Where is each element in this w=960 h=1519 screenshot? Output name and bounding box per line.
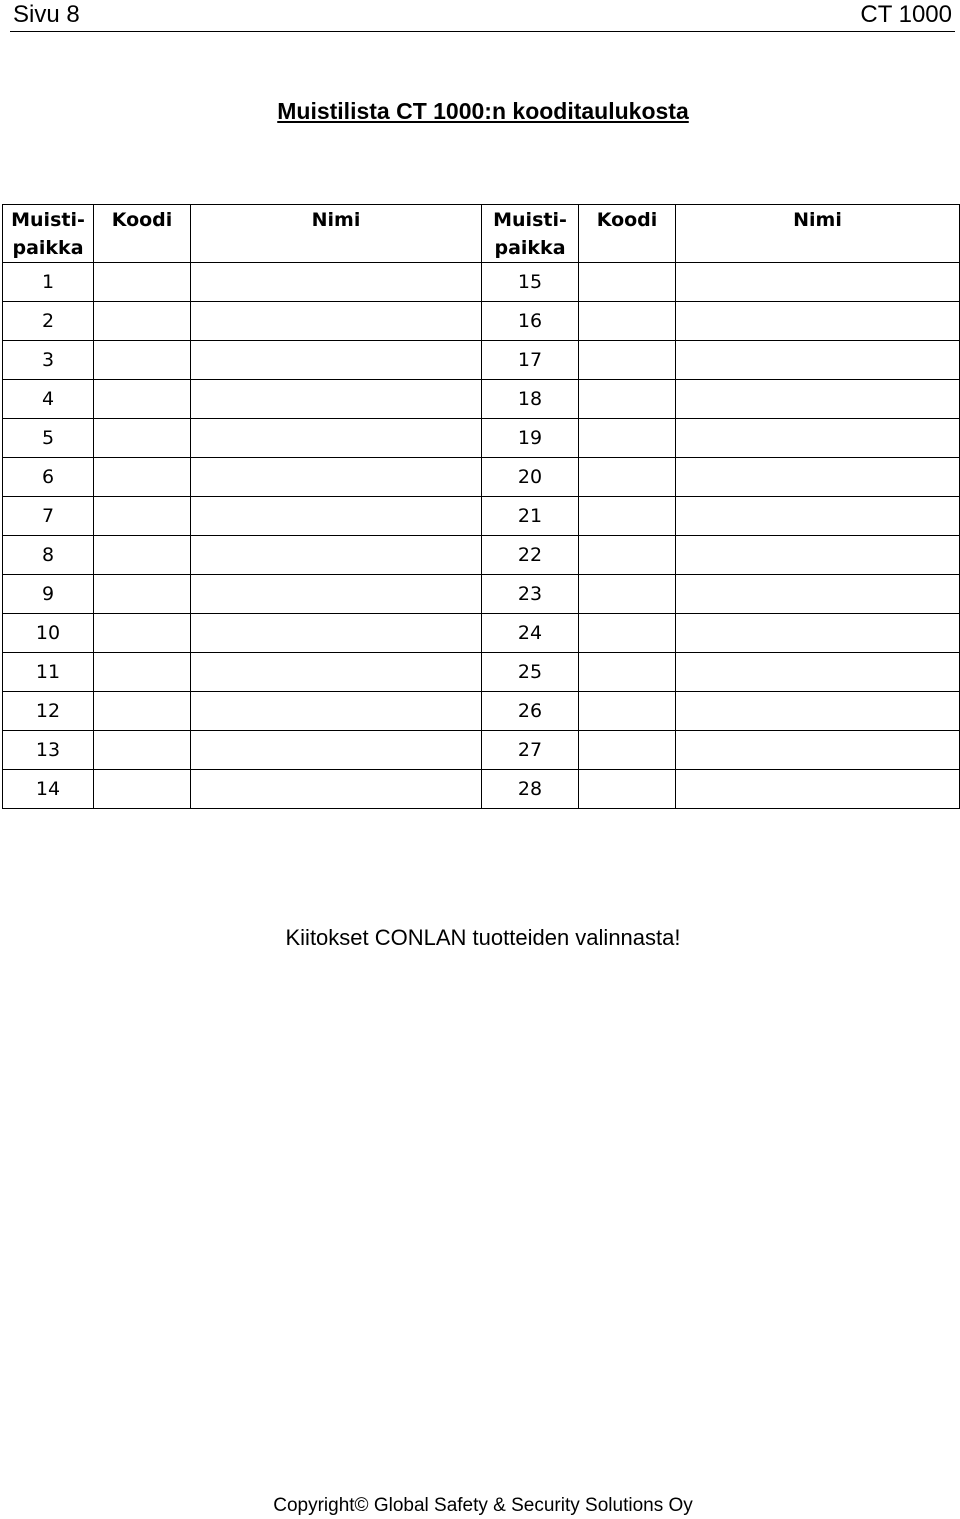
code-cell[interactable] bbox=[94, 263, 191, 302]
name-cell[interactable] bbox=[191, 380, 482, 419]
code-cell[interactable] bbox=[94, 731, 191, 770]
name-cell[interactable] bbox=[676, 770, 960, 809]
name-cell[interactable] bbox=[676, 575, 960, 614]
name-cell[interactable] bbox=[191, 302, 482, 341]
name-cell[interactable] bbox=[191, 536, 482, 575]
slot-number-cell: 22 bbox=[482, 536, 579, 575]
code-cell[interactable] bbox=[94, 653, 191, 692]
name-cell[interactable] bbox=[676, 302, 960, 341]
table-body bbox=[3, 263, 960, 809]
slot-number-cell: 12 bbox=[3, 692, 94, 731]
table-row bbox=[3, 497, 960, 536]
code-cell[interactable] bbox=[579, 302, 676, 341]
slot-number-cell: 23 bbox=[482, 575, 579, 614]
code-cell[interactable] bbox=[94, 692, 191, 731]
table-row bbox=[3, 458, 960, 497]
name-cell[interactable] bbox=[676, 419, 960, 458]
name-cell[interactable] bbox=[676, 692, 960, 731]
code-cell[interactable] bbox=[94, 770, 191, 809]
code-cell[interactable] bbox=[579, 575, 676, 614]
slot-number-cell: 2 bbox=[3, 302, 94, 341]
column-header-name-2: Nimi bbox=[676, 205, 960, 263]
slot-number-cell: 16 bbox=[482, 302, 579, 341]
code-cell[interactable] bbox=[94, 614, 191, 653]
table-row bbox=[3, 380, 960, 419]
slot-number-cell: 4 bbox=[3, 380, 94, 419]
slot-number-cell: 8 bbox=[3, 536, 94, 575]
name-cell[interactable] bbox=[191, 497, 482, 536]
table-row bbox=[3, 302, 960, 341]
code-cell[interactable] bbox=[94, 419, 191, 458]
page-header bbox=[10, 0, 955, 32]
code-cell[interactable] bbox=[94, 575, 191, 614]
slot-number-cell: 26 bbox=[482, 692, 579, 731]
table-row bbox=[3, 341, 960, 380]
table-row bbox=[3, 419, 960, 458]
code-cell[interactable] bbox=[579, 692, 676, 731]
code-cell[interactable] bbox=[94, 341, 191, 380]
slot-number-cell: 10 bbox=[3, 614, 94, 653]
code-cell[interactable] bbox=[579, 380, 676, 419]
column-header-slot-2: Muisti- paikka bbox=[482, 205, 579, 263]
table-row bbox=[3, 770, 960, 809]
slot-number-cell: 24 bbox=[482, 614, 579, 653]
copyright-footer: Copyright© Global Safety & Security Solutions Oy bbox=[273, 1495, 693, 1516]
slot-number-cell: 28 bbox=[482, 770, 579, 809]
table-row bbox=[3, 653, 960, 692]
name-cell[interactable] bbox=[676, 653, 960, 692]
slot-number-cell: 7 bbox=[3, 497, 94, 536]
name-cell[interactable] bbox=[191, 653, 482, 692]
code-cell[interactable] bbox=[94, 302, 191, 341]
slot-number-cell: 11 bbox=[3, 653, 94, 692]
table-row bbox=[3, 536, 960, 575]
name-cell[interactable] bbox=[676, 380, 960, 419]
slot-number-cell: 5 bbox=[3, 419, 94, 458]
slot-number-cell: 15 bbox=[482, 263, 579, 302]
name-cell[interactable] bbox=[676, 263, 960, 302]
code-cell[interactable] bbox=[94, 497, 191, 536]
table-row bbox=[3, 731, 960, 770]
code-cell[interactable] bbox=[579, 614, 676, 653]
product-name: CT 1000 bbox=[860, 1, 952, 28]
column-header-slot-1: Muisti- paikka bbox=[3, 205, 94, 263]
slot-number-cell: 3 bbox=[3, 341, 94, 380]
code-cell[interactable] bbox=[579, 341, 676, 380]
code-cell[interactable] bbox=[579, 497, 676, 536]
column-header-name-1: Nimi bbox=[191, 205, 482, 263]
slot-number-cell: 6 bbox=[3, 458, 94, 497]
name-cell[interactable] bbox=[676, 341, 960, 380]
slot-number-cell: 1 bbox=[3, 263, 94, 302]
code-cell[interactable] bbox=[579, 536, 676, 575]
slot-number-cell: 20 bbox=[482, 458, 579, 497]
code-cell[interactable] bbox=[579, 653, 676, 692]
name-cell[interactable] bbox=[191, 614, 482, 653]
name-cell[interactable] bbox=[191, 731, 482, 770]
name-cell[interactable] bbox=[676, 731, 960, 770]
slot-number-cell: 17 bbox=[482, 341, 579, 380]
name-cell[interactable] bbox=[191, 770, 482, 809]
table-row bbox=[3, 575, 960, 614]
code-cell[interactable] bbox=[579, 731, 676, 770]
name-cell[interactable] bbox=[676, 536, 960, 575]
code-table bbox=[2, 204, 960, 809]
name-cell[interactable] bbox=[191, 575, 482, 614]
table-row bbox=[3, 692, 960, 731]
code-cell[interactable] bbox=[94, 458, 191, 497]
code-cell[interactable] bbox=[579, 770, 676, 809]
slot-number-cell: 27 bbox=[482, 731, 579, 770]
code-cell[interactable] bbox=[579, 419, 676, 458]
slot-number-cell: 9 bbox=[3, 575, 94, 614]
name-cell[interactable] bbox=[191, 419, 482, 458]
slot-number-cell: 19 bbox=[482, 419, 579, 458]
slot-number-cell: 14 bbox=[3, 770, 94, 809]
code-cell[interactable] bbox=[94, 380, 191, 419]
name-cell[interactable] bbox=[191, 458, 482, 497]
page-number: Sivu 8 bbox=[13, 1, 80, 28]
code-cell[interactable] bbox=[94, 536, 191, 575]
table-header-row bbox=[3, 205, 960, 263]
name-cell[interactable] bbox=[676, 497, 960, 536]
name-cell[interactable] bbox=[676, 614, 960, 653]
column-header-code-2: Koodi bbox=[579, 205, 676, 263]
table-row bbox=[3, 263, 960, 302]
document-title: Muistilista CT 1000:n kooditaulukosta bbox=[277, 98, 689, 124]
thanks-message: Kiitokset CONLAN tuotteiden valinnasta! bbox=[285, 925, 681, 950]
name-cell[interactable] bbox=[191, 692, 482, 731]
code-cell[interactable] bbox=[579, 263, 676, 302]
slot-number-cell: 21 bbox=[482, 497, 579, 536]
name-cell[interactable] bbox=[191, 341, 482, 380]
column-header-code-1: Koodi bbox=[94, 205, 191, 263]
code-cell[interactable] bbox=[579, 458, 676, 497]
slot-number-cell: 18 bbox=[482, 380, 579, 419]
table-row bbox=[3, 614, 960, 653]
slot-number-cell: 13 bbox=[3, 731, 94, 770]
slot-number-cell: 25 bbox=[482, 653, 579, 692]
name-cell[interactable] bbox=[676, 458, 960, 497]
name-cell[interactable] bbox=[191, 263, 482, 302]
